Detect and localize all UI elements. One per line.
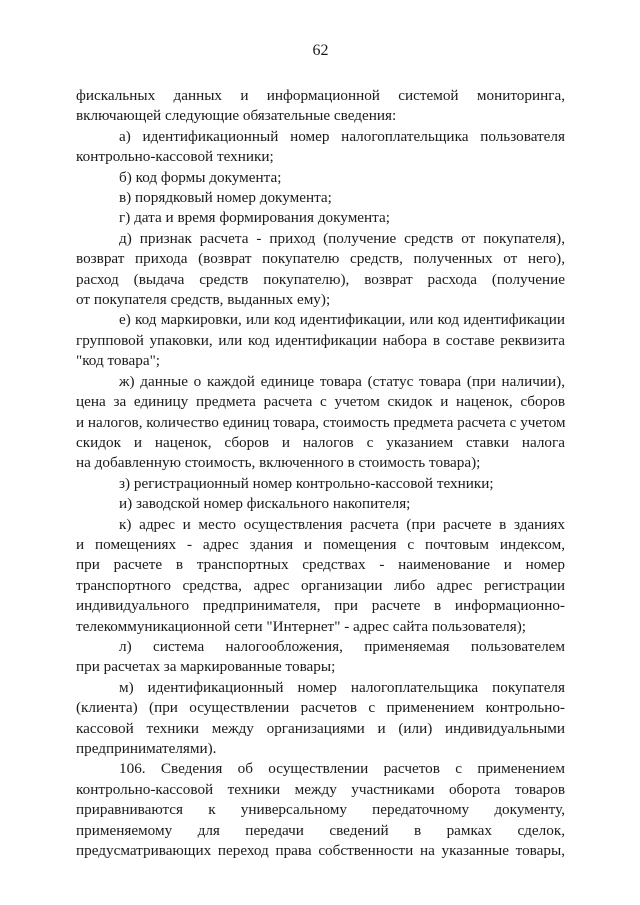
paragraph [76,494,565,514]
paragraph [76,168,565,188]
paragraph [76,86,565,127]
text-line: применяемому для передачи сведений в рамках сделок, [76,821,565,839]
text-line: приравниваются к универсальному передаточному документу, [76,801,565,819]
paragraph [76,678,565,760]
page-number: 62 [312,42,329,59]
document-page [76,0,565,861]
text-line: а) идентификационный номер налогоплательщика пользователя [119,127,565,145]
paragraph [76,188,565,208]
text-line: ж) данные о каждой единице товара (статус товара (при наличии), [119,372,565,390]
paragraph [76,515,565,637]
text-line: г) дата и время формирования документа; [119,209,390,227]
text-line: групповой упаковки, или код идентификации набора в составе реквизита [76,331,565,349]
text-line: индивидуального предпринимателя, при расчете в информационно- [76,597,565,615]
text-line: д) признак расчета - приход (получение средств от покупателя), [119,229,565,247]
text-line: при расчетах за маркированные товары; [76,658,336,676]
text-line: на добавленную стоимость, включенного в стоимость товара); [76,454,481,472]
text-line: предусматривающих переход права собственности на указанные товары, [76,842,565,860]
text-line: возврат прихода (возврат покупателю средств, полученных от него), [76,250,565,268]
paragraph [76,637,565,678]
text-line: телекоммуникационной сети "Интернет" - адрес сайта пользователя); [76,617,526,635]
text-line: цена за единицу предмета расчета с учетом скидок и наценок, сборов [76,393,565,411]
paragraph [76,372,565,474]
text-line: и) заводской номер фискального накопителя; [119,495,411,513]
text-line: включающей следующие обязательные сведения: [76,107,397,125]
text-line: б) код формы документа; [119,168,282,186]
text-line: 106. Сведения об осуществлении расчетов с применением [119,760,565,778]
paragraph [76,127,565,168]
text-line: скидок и наценок, сборов и налогов с указанием ставки налога [76,433,565,451]
text-line: предпринимателями). [76,740,217,757]
text-line: при расчете в транспортных средствах - наименование и номер [76,556,565,574]
paragraph [76,208,565,228]
text-line: кассовой техники между организациями и (или) индивидуальными [76,719,565,737]
text-line: контрольно-кассовой техники между участниками оборота товаров [76,780,565,798]
document-body [76,86,565,861]
text-line: и налогов, количество единиц товара, стоимость предмета расчета с учетом [76,413,566,431]
text-line: к) адрес и место осуществления расчета (при расчете в зданиях [119,515,565,533]
paragraph [76,474,565,494]
paragraph [76,310,565,371]
text-line: транспортного средства, адрес организации либо адрес регистрации [76,576,565,594]
paragraph [76,229,565,311]
text-line: л) система налогообложения, применяемая пользователем [119,637,565,655]
text-line: контрольно-кассовой техники; [76,148,274,166]
text-line: расход (выдача средств покупателю), возврат расхода (получение [76,270,565,288]
paragraph [76,759,565,861]
text-line: (клиента) (при осуществлении расчетов с применением контрольно- [76,699,565,717]
text-line: и помещениях - адрес здания и помещения с почтовым индексом, [76,535,565,553]
text-line: е) код маркировки, или код идентификации, или код идентификации [119,311,565,329]
text-line: з) регистрационный номер контрольно-кассовой техники; [119,474,494,492]
text-line: "код товара"; [76,352,160,370]
text-line: м) идентификационный номер налогоплательщика покупателя [119,678,565,696]
text-line: в) порядковый номер документа; [119,189,332,207]
text-line: фискальных данных и информационной системой мониторинга, [76,87,565,104]
text-line: от покупателя средств, выданных ему); [76,291,331,309]
